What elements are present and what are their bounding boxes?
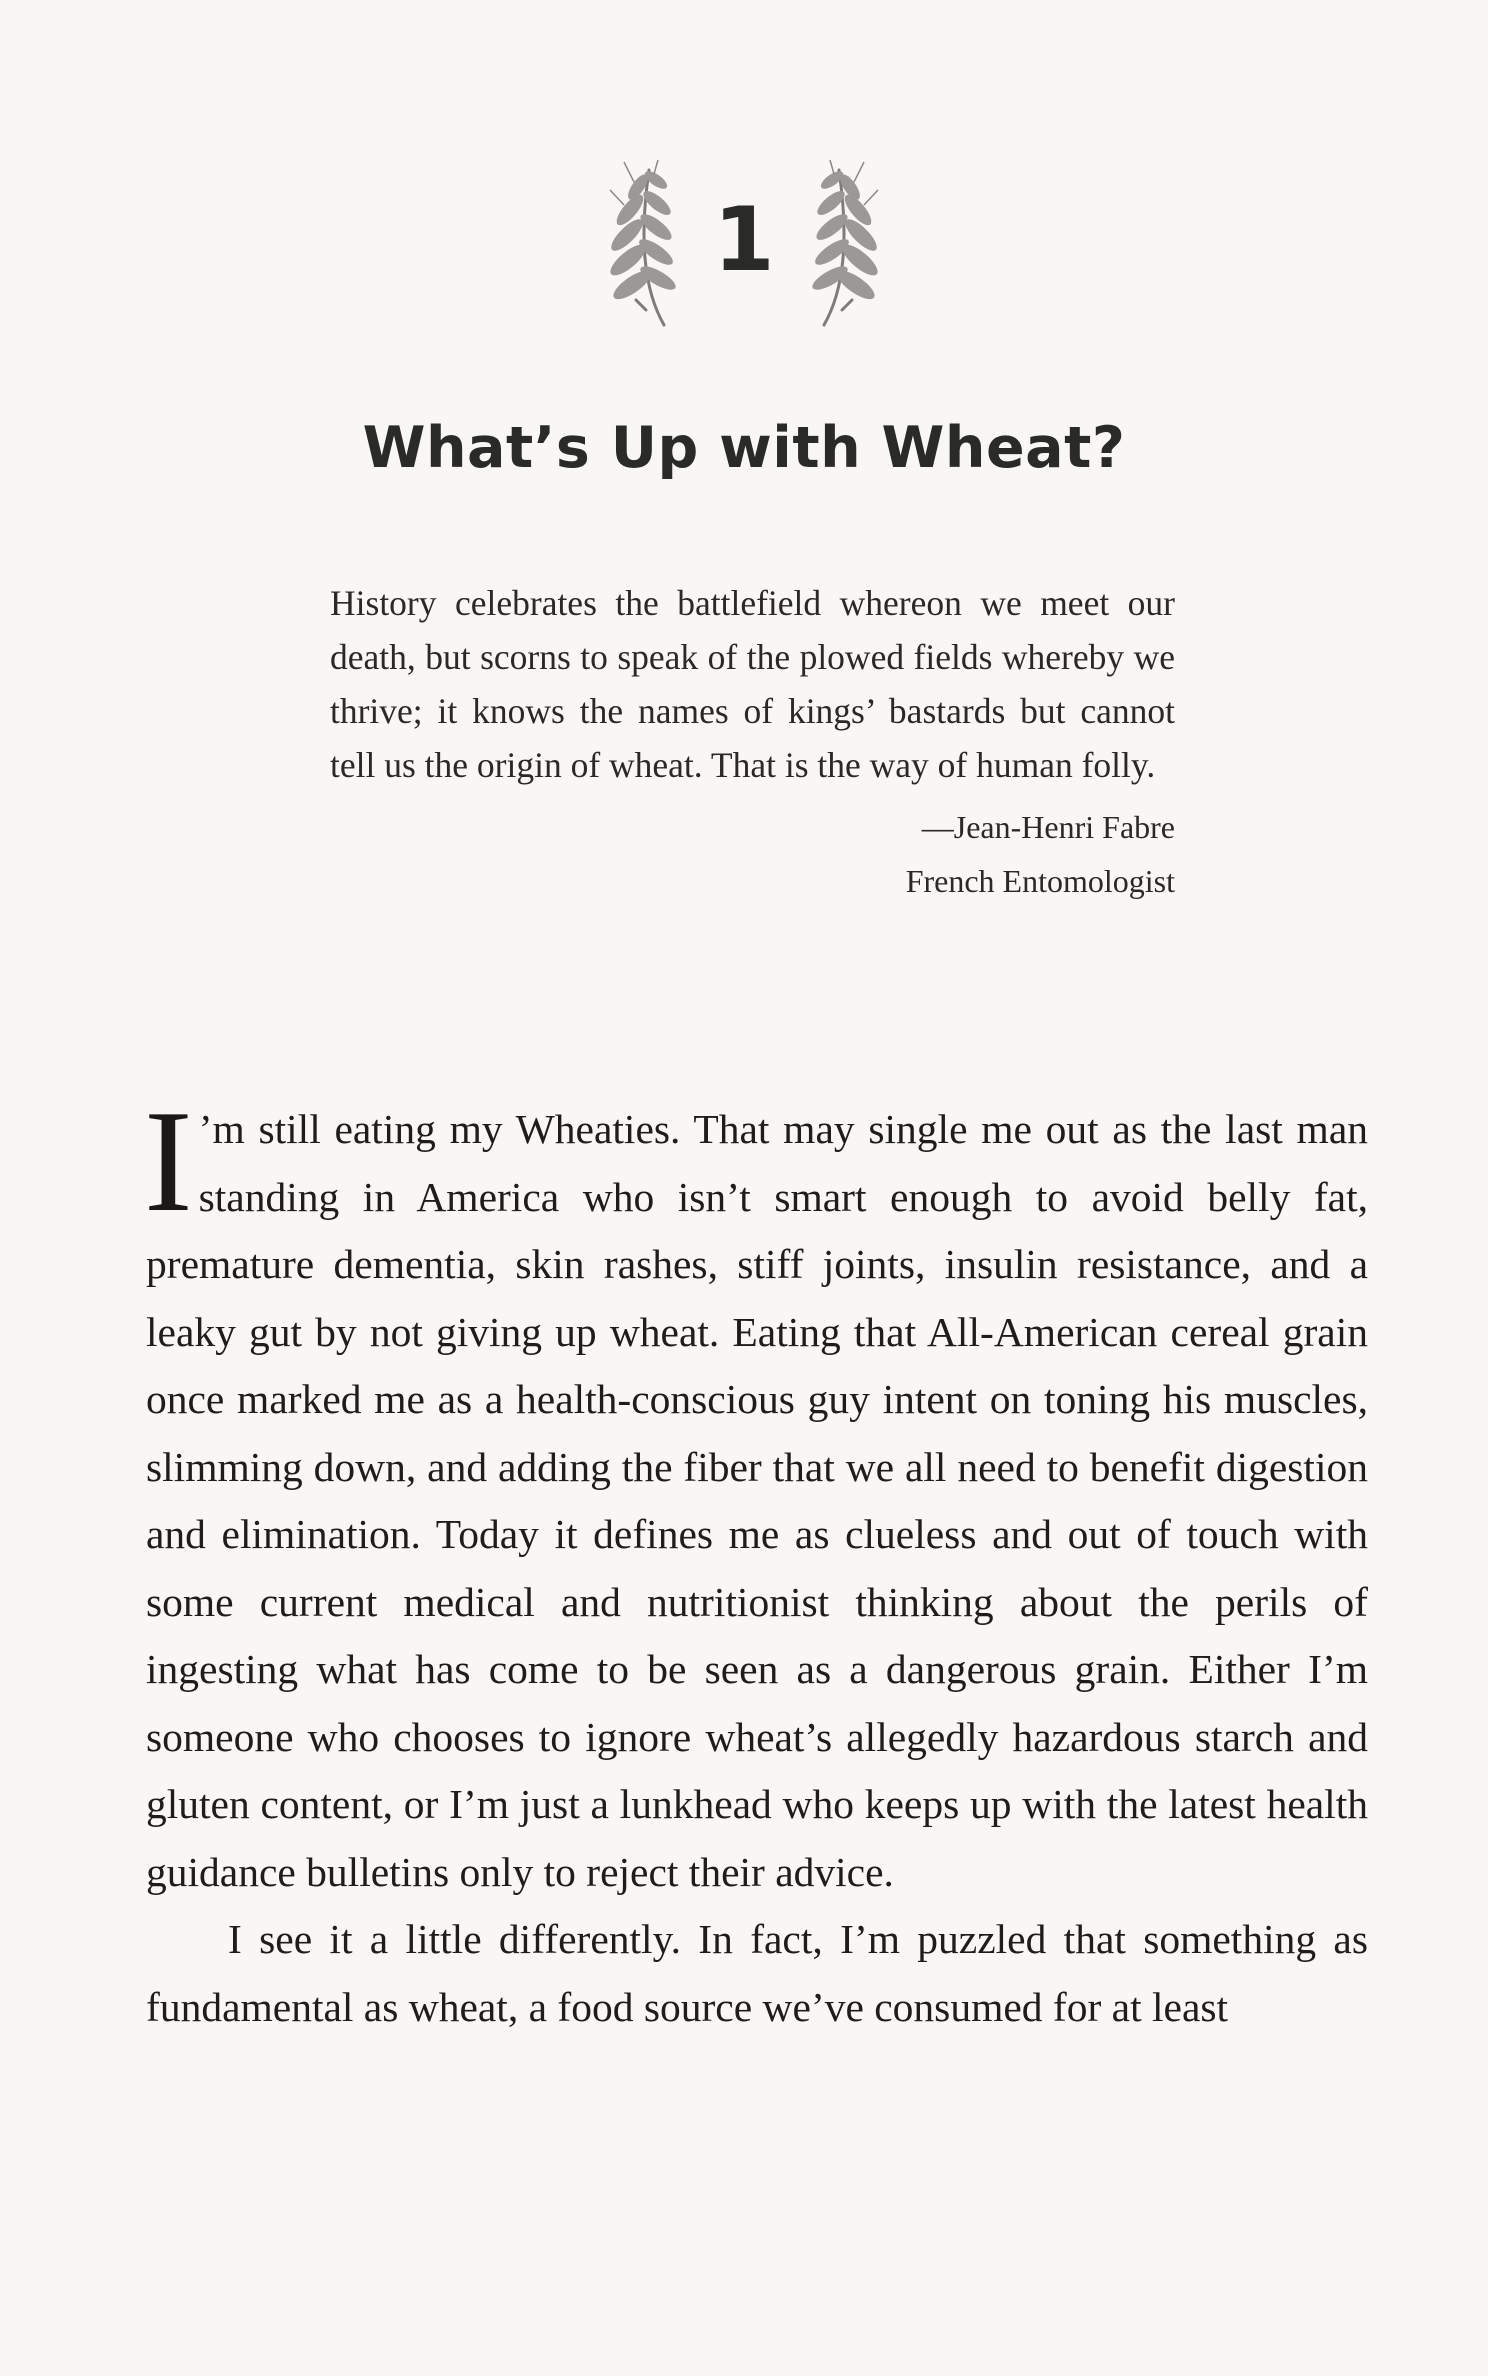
wheat-sprig-icon bbox=[804, 160, 894, 330]
epigraph-author: —Jean-Henri Fabre bbox=[921, 809, 1175, 845]
body-paragraph: I see it a little differently. In fact, I’m puzzled that something as fundamental as wheat, a food source we’ve consumed for at least bbox=[146, 1916, 1368, 2030]
epigraph-attribution bbox=[330, 800, 1175, 908]
drop-cap: I bbox=[144, 1080, 193, 1242]
chapter-number: 1 bbox=[713, 188, 775, 291]
epigraph-quote: History celebrates the battlefield whereon we meet our death, but scorns to speak of the plowed fields whereby we thrive; it knows the names of kings’ bastards but cannot tell us the origin of wheat. That is the way of human folly. bbox=[330, 583, 1175, 785]
chapter-ornament bbox=[594, 160, 894, 330]
epigraph-author-title: French Entomologist bbox=[905, 863, 1175, 899]
body-text bbox=[144, 1080, 1368, 2041]
paragraph-text: ’m still eating my Wheaties. That may single me out as the last man standing in America who isn’t smart enough to avoid belly fat, premature dementia, skin rashes, stiff joints, insulin resistance, and a leaky gut by not giving up wheat. Eating that All-American cereal grain once marked me as a health-conscious guy intent on toning his muscles, slimming down, and adding the fiber that we all need to benefit digestion and elimination. Today it defines me as clueless and out of touch with some current medical and nutritionist thinking about the perils of ingesting what has come to be seen as a dangerous grain. Either I’m someone who chooses to ignore wheat’s allegedly hazardous starch and gluten content, or I’m just a lunkhead who keeps up with the latest health guidance bulletins only to reject their advice. bbox=[146, 1106, 1368, 1895]
body-paragraph bbox=[144, 1080, 1368, 1906]
epigraph bbox=[330, 576, 1175, 908]
chapter-title: What’s Up with Wheat? bbox=[362, 415, 1126, 482]
